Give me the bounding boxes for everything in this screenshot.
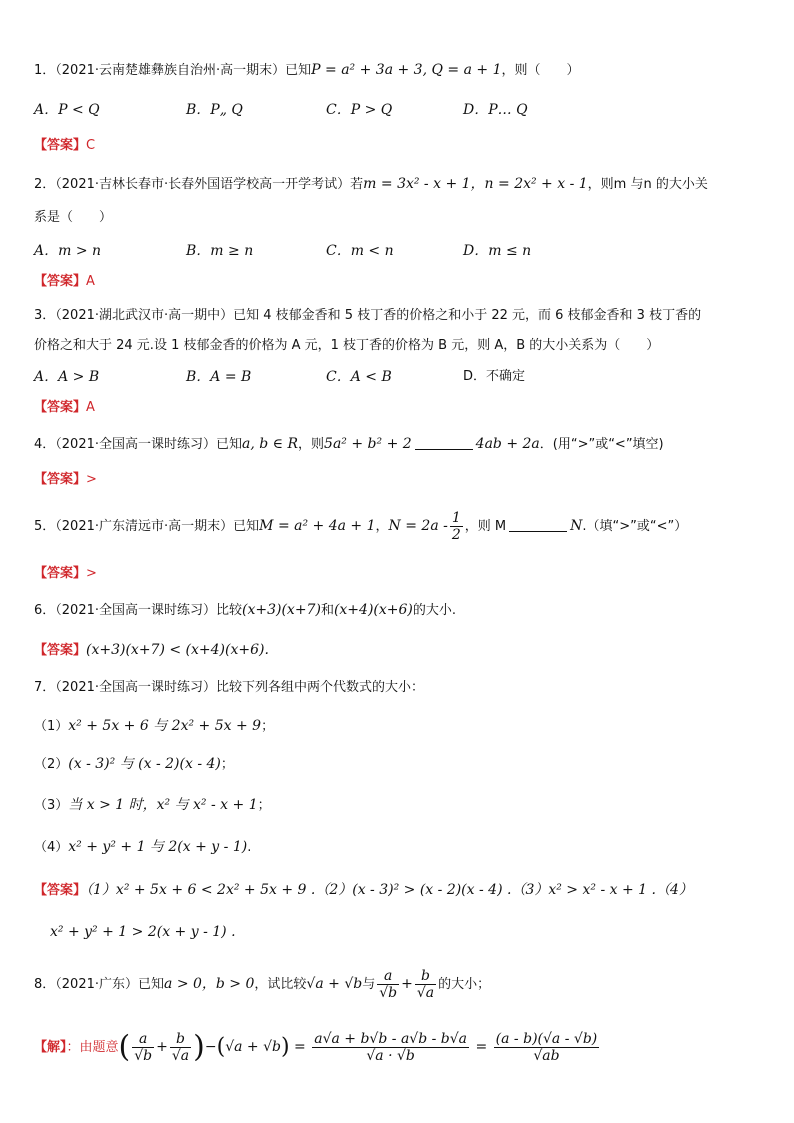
q7-part-2 xyxy=(34,754,234,775)
q7-part-2-math: (x - 3)² 与 (x - 2)(x - 4) xyxy=(68,756,221,772)
q3-answer xyxy=(34,398,95,418)
q6-source: （2021·全国高一课时练习） xyxy=(55,603,216,618)
q5-answer-value: > xyxy=(86,566,97,581)
q8-sol-frac-2 xyxy=(170,1031,191,1064)
q5-answer-blank[interactable] xyxy=(509,517,567,532)
q6-answer-label: 【答案】 xyxy=(34,643,87,658)
q5-frac-num: 1 xyxy=(451,510,461,526)
q8-stem-mid: ，试比较 xyxy=(254,977,307,992)
q1-answer-value: C xyxy=(86,138,96,153)
q7-part-3-math: 当 x > 1 时，x² 与 x² - x + 1 xyxy=(68,797,258,813)
q1-stem-post: ，则（ ） xyxy=(501,63,580,78)
q2-source: （2021·吉林长春市·长春外国语学校高一开学考试） xyxy=(55,177,351,192)
q8-frac1-num: a xyxy=(383,968,393,984)
q2-stem-post: ，则m 与n 的大小关 xyxy=(587,177,708,192)
q2-stem-line2: 系是（ ） xyxy=(34,210,113,225)
q2-stem-pre: 若 xyxy=(350,177,364,192)
q8-source: （2021·广东） xyxy=(55,977,138,992)
q5-stem-mid: ，则 M xyxy=(464,519,507,534)
q2-answer-label: 【答案】 xyxy=(34,274,87,289)
q8-sol-frac2-num: b xyxy=(176,1031,185,1047)
q8-sol-frac3-den: √a · √b xyxy=(312,1047,469,1064)
q8-frac1-den: √b xyxy=(379,985,398,1001)
q5-frac-den: 2 xyxy=(451,527,461,543)
q7-part-4-label: （4） xyxy=(34,840,69,855)
q8-stem: 8．（2021·广东）已知a > 0，b > 0，试比较√a + √b与 $\frac{a}{√b}$ + $\frac{b}{√a}$ 的大小； xyxy=(34,968,491,1001)
q7-part-4-math: x² + y² + 1 与 2(x + y - 1) xyxy=(68,839,248,855)
q3-option-d: D．不确定 xyxy=(463,369,526,384)
q8-stem-math2: √a + √b xyxy=(306,976,363,992)
q8-stem-mid2: 与 xyxy=(362,977,376,992)
q2-answer-value: A xyxy=(86,274,95,289)
q3-stem xyxy=(34,306,701,326)
q5-source: （2021·广东清远市·高一期末） xyxy=(55,519,234,534)
q2-number: 2． xyxy=(34,177,56,192)
q8-sol-frac3-num: a√a + b√b - a√b - b√a xyxy=(314,1031,468,1047)
q8-stem-math: a > 0，b > 0 xyxy=(164,976,255,992)
q8-sol-frac2-den: √a xyxy=(171,1048,190,1064)
q3-answer-value: A xyxy=(86,400,95,415)
q1-stem-pre: 已知 xyxy=(285,63,312,78)
q1-stem xyxy=(34,60,580,81)
q5-stem-post: .（填“>”或“<”） xyxy=(582,519,688,534)
q4-answer-blank[interactable] xyxy=(415,435,473,450)
q8-stem-post: 的大小； xyxy=(438,977,491,992)
q1-source: （2021·云南楚雄彝族自治州·高一期末） xyxy=(55,63,286,78)
q5-number: 5． xyxy=(34,519,56,534)
q8-solution: 【解】：由题意( $\frac{a}{√b}$ + $\frac{b}{√a}$ )−(√a + √b) = $\frac{a√a + b√b - a√b - b√a}{√a \cdot √b}$ = $\frac{(a - b)(√a - √b)}{√ab}$ xyxy=(34,1029,598,1065)
q7-stem-text: 比较下列各组中两个代数式的大小： xyxy=(216,680,425,695)
q2-option-c: C．m < n xyxy=(326,243,394,259)
q8-solution-label: 【解】 xyxy=(34,1040,67,1055)
q3-number: 3． xyxy=(34,308,56,323)
q1-option-c: C．P > Q xyxy=(326,102,393,118)
q4-answer-label: 【答案】 xyxy=(34,472,87,487)
q8-stem-pre: 已知 xyxy=(138,977,165,992)
q5-stem-math1: M = a² + 4a + 1 xyxy=(259,518,376,534)
q7-answer-line1: （1）x² + 5x + 6 < 2x² + 5x + 9 .（2）(x - 3)² > (x - 2)(x - 4) .（3）x² > x² - x + 1 .（4） xyxy=(86,882,693,898)
q8-sol-frac-4 xyxy=(494,1031,600,1064)
q4-number: 4． xyxy=(34,437,56,452)
q8-sol-frac4-num: (a - b)(√a - √b) xyxy=(495,1031,598,1047)
q7-stem xyxy=(34,678,424,698)
q4-stem-math1: a, b ∈ R xyxy=(242,436,299,452)
q2-stem xyxy=(34,174,708,195)
q6-answer-value: (x+3)(x+7) < (x+4)(x+6). xyxy=(86,642,269,658)
q6-number: 6． xyxy=(34,603,56,618)
q7-source: （2021·全国高一课时练习） xyxy=(55,680,216,695)
q7-part-3-label: （3） xyxy=(34,798,69,813)
q6-stem-math1: (x+3)(x+7) xyxy=(242,602,321,618)
q7-answer xyxy=(34,880,693,901)
q7-answer-line2: x² + y² + 1 > 2(x + y - 1) . xyxy=(50,924,236,940)
q4-stem xyxy=(34,434,664,455)
q5-answer-label: 【答案】 xyxy=(34,566,87,581)
q4-answer-value: > xyxy=(86,472,97,487)
q3-stem-line1: 已知 4 枝郁金香和 5 枝丁香的价格之和小于 22 元，而 6 枝郁金香和 3 枝丁香的 xyxy=(233,308,702,323)
q2-option-b: B．m ≥ n xyxy=(186,243,254,259)
q5-fraction xyxy=(450,510,463,543)
q5-stem-math2: N = 2a - xyxy=(388,518,448,534)
q7-answer-label: 【答案】 xyxy=(34,883,87,898)
q3-option-b: B．A = B xyxy=(186,369,252,385)
q1-option-d: D．P… Q xyxy=(463,102,528,118)
q7-part-2-label: （2） xyxy=(34,757,69,772)
q8-sol-frac1-num: a xyxy=(139,1031,148,1047)
q8-sol-frac1-den: √b xyxy=(134,1048,153,1064)
q6-answer xyxy=(34,640,269,661)
q7-part-3-tail: ； xyxy=(257,798,271,813)
q4-stem-math3: 4ab + 2a xyxy=(475,436,540,452)
q2-stem-math: m = 3x² - x + 1，n = 2x² + x - 1 xyxy=(363,176,588,192)
q7-part-1-label: （1） xyxy=(34,719,69,734)
q8-sol-sum: √a + √b xyxy=(225,1039,281,1055)
q1-answer-label: 【答案】 xyxy=(34,138,87,153)
q8-sol-frac-1 xyxy=(132,1031,154,1064)
q1-stem-math: P = a² + 3a + 3, Q = a + 1 xyxy=(311,62,502,78)
q4-source: （2021·全国高一课时练习） xyxy=(55,437,216,452)
q4-stem-post: ．(用“>”或“<”填空) xyxy=(539,437,664,452)
q7-part-1 xyxy=(34,716,274,737)
q1-option-b: B．P„ Q xyxy=(186,102,243,118)
q3-stem-line2: 价格之和大于 24 元.设 1 枝郁金香的价格为 A 元，1 枝丁香的价格为 B 元，则 A，B 的大小关系为（ ） xyxy=(34,338,660,353)
q8-frac2-den: √a xyxy=(416,985,435,1001)
q7-part-4 xyxy=(34,837,251,858)
q2-option-d: D．m ≤ n xyxy=(463,243,532,259)
q3-option-a: A．A > B xyxy=(34,369,100,385)
q8-fraction-2 xyxy=(415,968,436,1001)
q3-option-c: C．A < B xyxy=(326,369,392,385)
q3-answer-label: 【答案】 xyxy=(34,400,87,415)
q1-answer xyxy=(34,136,95,156)
q4-stem-math2: 5a² + b² + 2 xyxy=(324,436,412,452)
q6-stem-pre: 比较 xyxy=(216,603,243,618)
q1-option-a: A．P < Q xyxy=(34,102,100,118)
q8-solution-intro: ：由题意 xyxy=(66,1040,119,1055)
q8-number: 8． xyxy=(34,977,56,992)
q2-option-a: A．m > n xyxy=(34,243,102,259)
q8-sol-frac4-den: √ab xyxy=(494,1047,600,1064)
q4-stem-pre: 已知 xyxy=(216,437,243,452)
q8-fraction-1 xyxy=(377,968,399,1001)
q5-stem-pre: 已知 xyxy=(233,519,260,534)
q4-stem-mid: ，则 xyxy=(298,437,325,452)
q5-answer xyxy=(34,564,97,584)
q7-part-3 xyxy=(34,795,271,816)
q7-part-1-math: x² + 5x + 6 与 2x² + 5x + 9 xyxy=(68,718,262,734)
q3-source: （2021·湖北武汉市·高一期中） xyxy=(55,308,234,323)
q6-stem xyxy=(34,600,456,621)
q7-number: 7． xyxy=(34,680,56,695)
q1-number: 1． xyxy=(34,63,56,78)
q4-answer xyxy=(34,470,97,490)
q6-stem-math2: (x+4)(x+6) xyxy=(333,602,413,618)
q7-part-2-tail: ； xyxy=(220,757,234,772)
q7-part-4-tail: . xyxy=(247,840,252,855)
q7-part-1-tail: ； xyxy=(261,719,275,734)
q8-frac2-num: b xyxy=(421,968,430,984)
q2-answer xyxy=(34,272,95,292)
q6-stem-post: 的大小. xyxy=(412,603,457,618)
q8-sol-frac-3 xyxy=(312,1031,469,1064)
q5-stem: 5．（2021·广东清远市·高一期末）已知M = a² + 4a + 1，N = 2a - $\frac{1}{2}$ ，则 M N.（填“>”或“<”） xyxy=(34,510,688,543)
q5-stem-math3: N xyxy=(570,518,583,534)
q6-stem-mid: 和 xyxy=(320,603,334,618)
